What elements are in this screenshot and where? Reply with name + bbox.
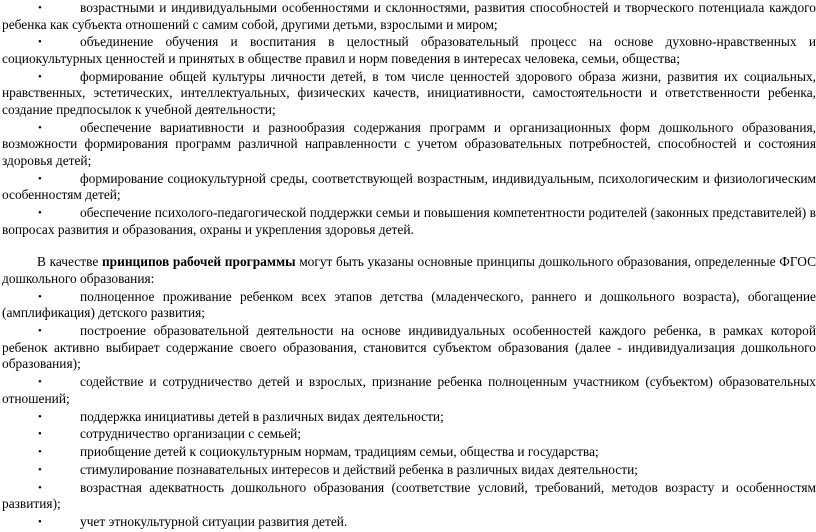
list-item [2, 323, 816, 373]
list-item-text: содействие и сотрудничество детей и взрослых, признание ребенка полноценным участником (субъектом) образовательных отношений; [2, 374, 816, 406]
intro-bold-term: принципов рабочей программы [101, 254, 296, 270]
list-item [2, 120, 816, 170]
bullet-icon: • [38, 290, 42, 303]
paragraph-spacer [2, 239, 816, 254]
list-item-text: стимулирование познавательных интересов и действий ребенка в различных видах деятельности; [80, 461, 638, 477]
bullet-icon: • [38, 428, 42, 441]
principles-intro [2, 254, 816, 287]
list-item [2, 289, 816, 322]
list-item-text: учет этнокультурной ситуации развития детей. [80, 514, 348, 530]
list-item-text: построение образовательной деятельности на основе индивидуальных особенностей каждого ребенка, в рамках которой ребенок активно выбирает содержание своего образования, становится субъектом образования (далее - индивидуализация дошкольного образования); [2, 323, 816, 372]
bullet-icon: • [38, 410, 42, 423]
bullet-icon: • [38, 36, 42, 49]
bullet-icon: • [38, 207, 42, 220]
bullet-icon: • [38, 376, 42, 389]
list-item-text: приобщение детей к социокультурным нормам, традициям семьи, общества и государства; [80, 444, 599, 460]
list-item-text: сотрудничество организации с семьей; [80, 426, 302, 442]
list-item [2, 409, 816, 426]
list-item-text: возрастная адекватность дошкольного образования (соответствие условий, требований, методов возрасту и особенностям развития); [2, 479, 816, 512]
list-item [2, 171, 816, 204]
bullet-icon: • [38, 2, 42, 14]
list-item-text: возрастными и индивидуальными особенностями и склонностями, развития способностей и творческого потенциала каждого ребенка как субъекта отношений с самим собой, другими детьми, взрослыми и миром; [2, 0, 816, 32]
bullet-icon: • [38, 325, 42, 338]
list-item-text: формирование социокультурной среды, соответствующей возрастным, индивидуальным, психологическим и физиологическим особенностям детей; [2, 170, 816, 203]
list-item [2, 374, 816, 407]
list-item [2, 0, 816, 33]
list-item [2, 444, 816, 461]
bullet-icon: • [38, 481, 42, 494]
bullet-icon: • [38, 516, 42, 529]
bullet-icon: • [38, 172, 42, 185]
intro-text-after: могут быть указаны основные принципы дошкольного образования, определенные ФГОС дошкольного образования: [2, 254, 816, 287]
list-item-text: обеспечение вариативности и разнообразия содержания программ и организационных форм дошкольного образования, возможности формирования программ различной направленности с учетом образовательных потребностей, способностей и состояния здоровья детей; [2, 119, 816, 168]
list-item-text: полноценное проживание ребенком всех этапов детства (младенческого, раннего и дошкольного возраста), обогащение (амплификация) детского развития; [2, 288, 816, 321]
goals-list [2, 0, 816, 238]
bullet-icon: • [38, 70, 42, 83]
list-item [2, 205, 816, 238]
bullet-icon: • [38, 446, 42, 459]
list-item [2, 426, 816, 443]
list-item [2, 462, 816, 479]
intro-text-before: В качестве [37, 254, 102, 270]
bullet-icon: • [38, 463, 42, 476]
principles-list [2, 289, 816, 531]
list-item-text: формирование общей культуры личности детей, в том числе ценностей здорового образа жизни, развития их социальных, нравственных, эстетических, интеллектуальных, физических качеств, инициативности, самостоятельности и ответственности ребенка, создание предпосылок к учебной деятельности; [2, 68, 816, 117]
list-item [2, 69, 816, 119]
list-item [2, 34, 816, 67]
list-item [2, 480, 816, 513]
list-item-text: объединение обучения и воспитания в целостный образовательный процесс на основе духовно-нравственных и социокультурных ценностей и принятых в обществе правил и норм поведения в интересах человека, семьи, общества; [2, 34, 816, 66]
list-item [2, 514, 816, 531]
list-item-text: поддержка инициативы детей в различных видах деятельности; [80, 408, 444, 424]
list-item-text: обеспечение психолого-педагогической поддержки семьи и повышения компетентности родителей (законных представителей) в вопросах развития и образования, охраны и укрепления здоровья детей. [2, 205, 816, 237]
bullet-icon: • [38, 121, 42, 134]
